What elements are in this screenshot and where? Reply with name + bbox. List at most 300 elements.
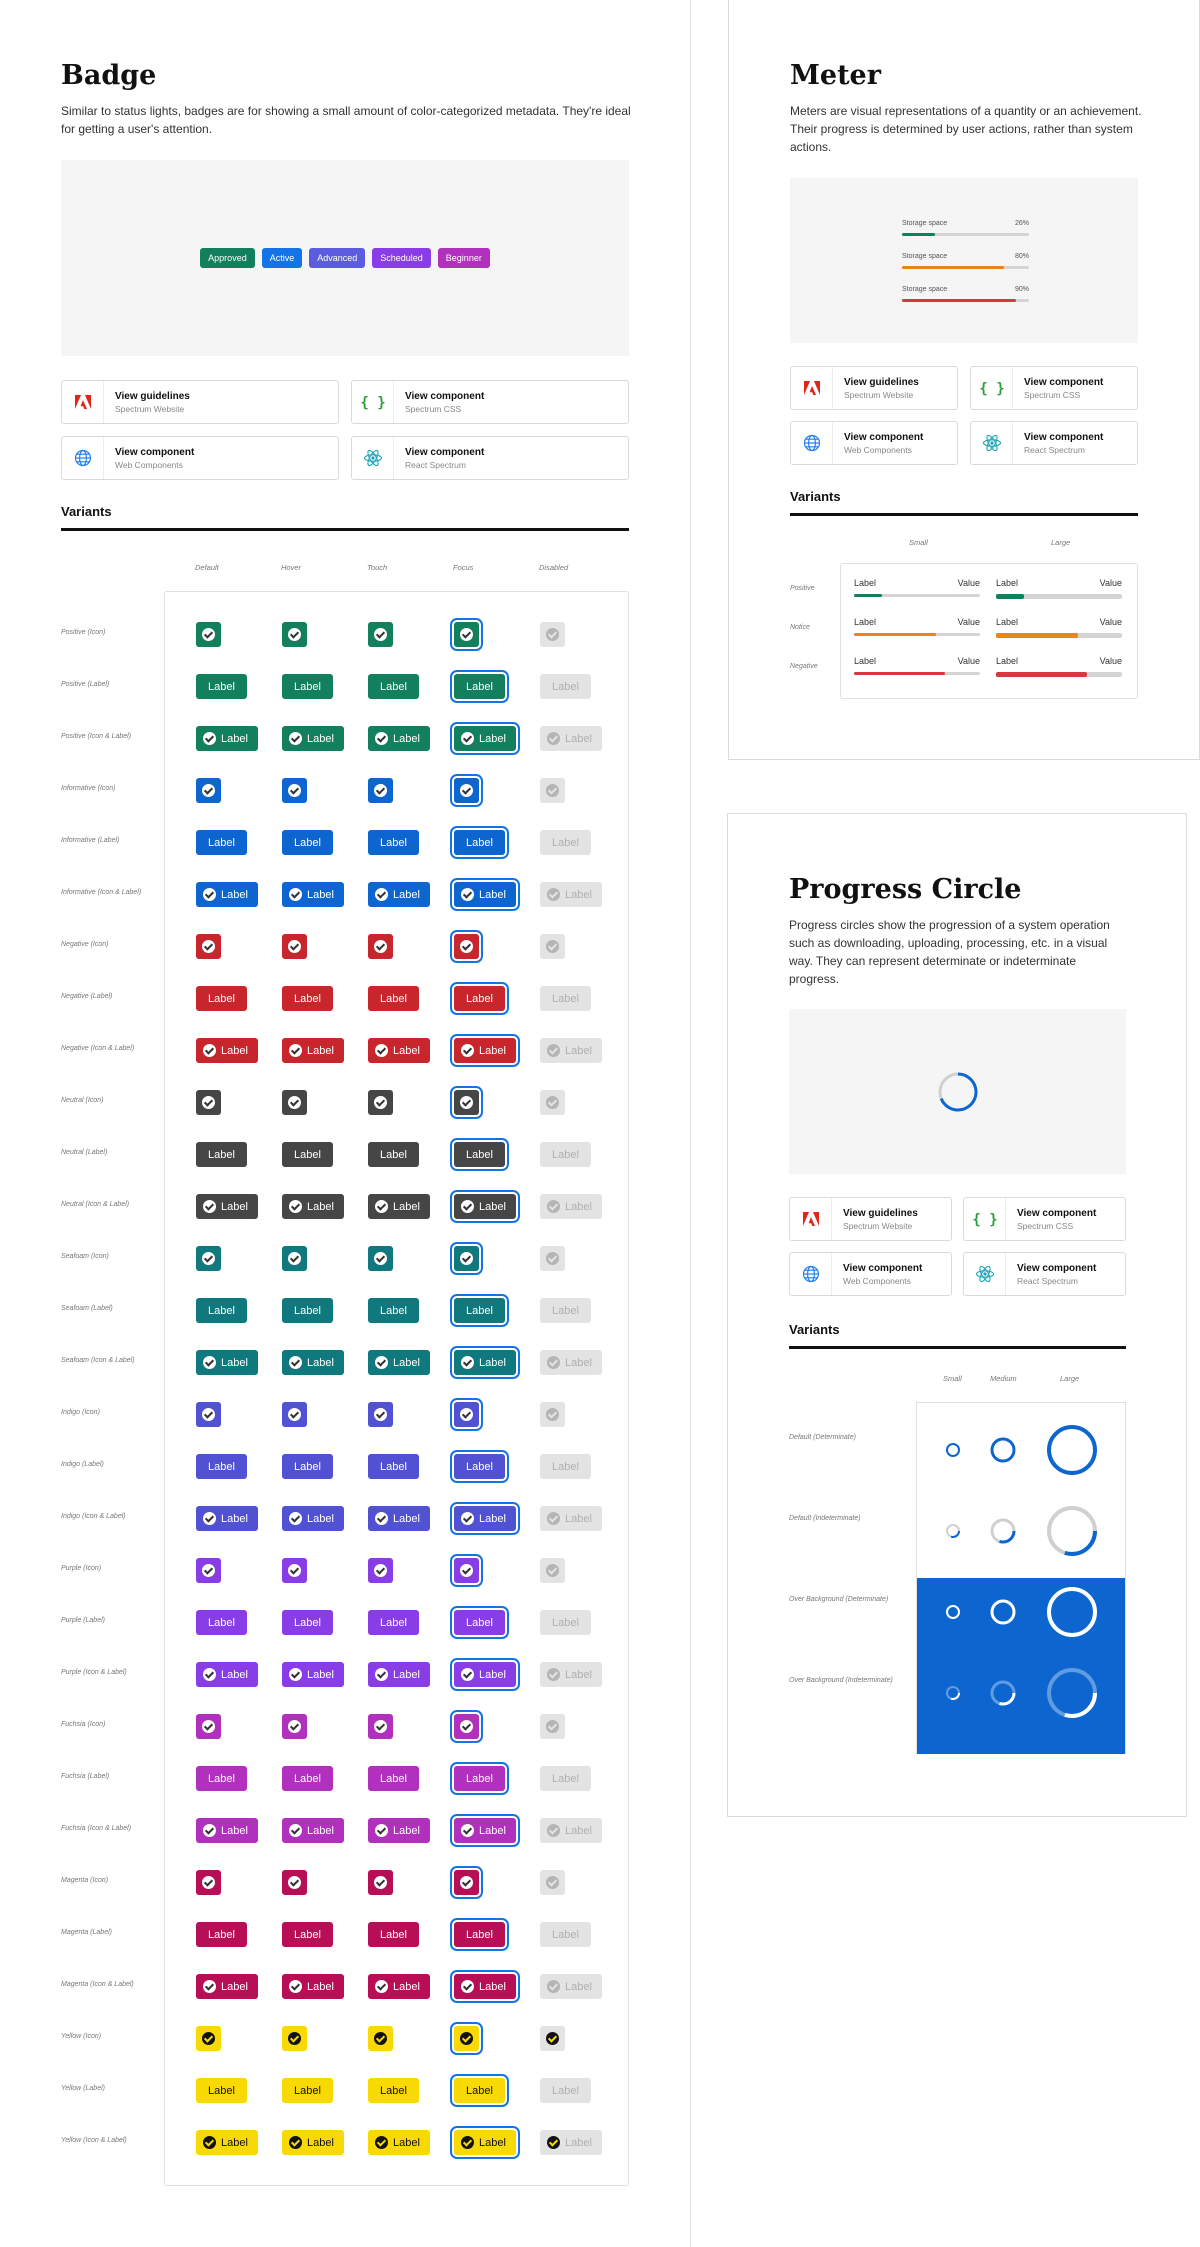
badge-purple-il-default <box>196 1662 258 1687</box>
badge-yellow-il-disabled <box>540 2130 602 2155</box>
link-card-text <box>1006 1207 1096 1232</box>
link-card-text <box>833 431 923 456</box>
checkmark-icon <box>374 1564 387 1577</box>
checkmark-icon <box>202 1252 215 1265</box>
link-card-spectrum-website[interactable] <box>61 380 339 424</box>
row-label: Positive (Label) <box>61 681 110 688</box>
badge-label: Label <box>208 1304 235 1317</box>
badge-label: Label <box>552 1460 579 1473</box>
link-card-title: View component <box>115 446 195 458</box>
checkmark-icon <box>288 2032 301 2045</box>
adobe-icon <box>791 367 833 409</box>
link-card-title: View guidelines <box>844 376 919 388</box>
progress-circle <box>988 1516 1018 1546</box>
badge-label: Label <box>208 1928 235 1941</box>
checkmark-icon <box>203 1200 216 1213</box>
row-label: Fuchsia (Icon & Label) <box>61 1825 132 1832</box>
react-icon <box>964 1253 1006 1295</box>
badge-magenta-label-default <box>196 1922 247 1947</box>
meter-value: Value <box>1099 617 1122 627</box>
link-card-title: View component <box>843 1262 923 1274</box>
badge-purple-label-touch <box>368 1610 419 1635</box>
badge-seafoam-label-touch <box>368 1298 419 1323</box>
checkmark-icon <box>461 1200 474 1213</box>
progress-circle-column-header: Small <box>943 1374 962 1383</box>
preview-meter <box>902 253 1029 271</box>
badge-label: Label <box>565 1980 592 1993</box>
badge-negative-icon-disabled <box>540 934 565 959</box>
badge-label: Label <box>479 1980 506 1993</box>
checkmark-icon <box>288 1564 301 1577</box>
link-card-subtitle: Spectrum Website <box>115 403 185 414</box>
checkmark-icon <box>375 1356 388 1369</box>
badge-label: Label <box>393 1512 420 1525</box>
meter-fill <box>854 633 936 636</box>
badge-purple-il-focus <box>454 1662 516 1687</box>
checkmark-icon <box>289 732 302 745</box>
badge-label: Label <box>466 1616 493 1629</box>
svg-text:{ }: { } <box>971 1212 998 1228</box>
badge-fuchsia-label-touch <box>368 1766 419 1791</box>
checkmark-icon <box>288 1408 301 1421</box>
badge-label: Label <box>294 1616 321 1629</box>
adobe-icon <box>790 1198 832 1240</box>
link-card-text <box>832 1262 922 1287</box>
row-label: Neutral (Icon) <box>61 1097 104 1104</box>
badge-label: Label <box>380 1616 407 1629</box>
badge-label: Label <box>393 1044 420 1057</box>
link-card-react-spectrum[interactable] <box>351 436 629 480</box>
row-label: Seafoam (Icon) <box>61 1253 109 1260</box>
badge-label: Label <box>208 1148 235 1161</box>
badge-neutral-label-touch <box>368 1142 419 1167</box>
checkmark-icon <box>460 1564 473 1577</box>
badge-seafoam-il-touch <box>368 1350 430 1375</box>
badge-yellow-label-hover <box>282 2078 333 2103</box>
checkmark-icon <box>546 1876 559 1889</box>
meter-track <box>902 233 1029 236</box>
badge-label: Label <box>565 1200 592 1213</box>
progress-circle <box>944 1441 962 1459</box>
meter-track <box>902 266 1029 269</box>
row-label: Positive (Icon) <box>61 629 106 636</box>
badge-label: Label <box>307 732 334 745</box>
meter-track <box>854 672 980 675</box>
checkmark-icon <box>374 628 387 641</box>
link-card-web-components[interactable] <box>789 1252 952 1296</box>
badge-informative-label-hover <box>282 830 333 855</box>
badge-negative-il-focus <box>454 1038 516 1063</box>
badge-label: Label <box>307 888 334 901</box>
column-header-default: Default <box>195 563 219 572</box>
checkmark-icon <box>460 1096 473 1109</box>
checkmark-icon <box>374 1252 387 1265</box>
preview-badge-approved: Approved <box>200 248 255 268</box>
checkmark-icon <box>460 1408 473 1421</box>
link-card-spectrum-css[interactable] <box>963 1197 1126 1241</box>
badge-informative-label-touch <box>368 830 419 855</box>
checkmark-icon <box>460 784 473 797</box>
badge-negative-icon-touch <box>368 934 393 959</box>
badge-negative-icon-default <box>196 934 221 959</box>
checkmark-icon <box>288 1876 301 1889</box>
meter-fill <box>902 266 1004 269</box>
link-card-spectrum-css[interactable] <box>970 366 1138 410</box>
link-card-web-components[interactable] <box>790 421 958 465</box>
badge-negative-il-disabled <box>540 1038 602 1063</box>
preview-badge-advanced: Advanced <box>309 248 365 268</box>
badge-label: Label <box>393 1668 420 1681</box>
checkmark-icon <box>374 784 387 797</box>
meter-label: Storage space <box>902 220 948 227</box>
column-header-touch: Touch <box>367 563 388 572</box>
meter-fill <box>996 672 1087 677</box>
badge-label: Label <box>294 836 321 849</box>
link-card-title: View guidelines <box>843 1207 918 1219</box>
badge-variants-heading: Variants <box>61 504 112 519</box>
meter-fill <box>996 633 1078 638</box>
meter-label: Label <box>854 656 877 666</box>
badge-label: Label <box>479 2136 506 2149</box>
badge-label: Label <box>565 1044 592 1057</box>
checkmark-icon <box>288 628 301 641</box>
badge-informative-icon-hover <box>282 778 307 803</box>
badge-label: Label <box>466 1928 493 1941</box>
checkmark-icon <box>375 1980 388 1993</box>
checkmark-icon <box>546 1408 559 1421</box>
badge-neutral-label-disabled <box>540 1142 591 1167</box>
link-card-spectrum-website[interactable] <box>789 1197 952 1241</box>
badge-positive-label-default <box>196 674 247 699</box>
row-label: Negative (Label) <box>61 993 113 1000</box>
badge-indigo-icon-disabled <box>540 1402 565 1427</box>
checkmark-icon <box>375 888 388 901</box>
meter-track <box>996 672 1122 677</box>
badge-indigo-label-default <box>196 1454 247 1479</box>
badge-magenta-icon-focus <box>454 1870 479 1895</box>
progress-circle-row-label: Over Background (Indeterminate) <box>789 1677 893 1684</box>
badge-purple-label-disabled <box>540 1610 591 1635</box>
badge-informative-label-focus <box>454 830 505 855</box>
checkmark-icon <box>461 2136 474 2149</box>
badge-title: Badge <box>61 60 157 91</box>
badge-negative-il-default <box>196 1038 258 1063</box>
badge-positive-il-focus <box>454 726 516 751</box>
link-card-web-components[interactable] <box>61 436 339 480</box>
row-label: Magenta (Icon) <box>61 1877 109 1884</box>
meter-fill <box>902 299 1016 302</box>
link-card-react-spectrum[interactable] <box>963 1252 1126 1296</box>
meter-label: Label <box>854 617 877 627</box>
checkmark-icon <box>288 940 301 953</box>
progress-circle <box>1044 1422 1100 1478</box>
preview-badge-scheduled: Scheduled <box>372 248 431 268</box>
link-card-title: View component <box>1024 376 1104 388</box>
badge-label: Label <box>466 1460 493 1473</box>
badge-label: Label <box>208 836 235 849</box>
link-card-title: View component <box>405 390 485 402</box>
link-card-subtitle: Web Components <box>844 444 912 455</box>
row-label: Purple (Icon & Label) <box>61 1669 127 1676</box>
checkmark-icon <box>375 1824 388 1837</box>
badge-magenta-il-default <box>196 1974 258 1999</box>
link-card-text <box>394 390 484 415</box>
badge-neutral-il-hover <box>282 1194 344 1219</box>
checkmark-icon <box>203 1512 216 1525</box>
badge-label: Label <box>294 1772 321 1785</box>
badge-positive-icon-touch <box>368 622 393 647</box>
row-label: Yellow (Icon) <box>61 2033 102 2040</box>
badge-neutral-label-hover <box>282 1142 333 1167</box>
checkmark-icon <box>461 1668 474 1681</box>
checkmark-icon <box>546 784 559 797</box>
badge-label: Label <box>552 1616 579 1629</box>
badge-indigo-label-focus <box>454 1454 505 1479</box>
badge-fuchsia-label-focus <box>454 1766 505 1791</box>
badge-label: Label <box>380 2084 407 2097</box>
badge-indigo-il-hover <box>282 1506 344 1531</box>
badge-indigo-il-disabled <box>540 1506 602 1531</box>
badge-indigo-label-hover <box>282 1454 333 1479</box>
meter-small <box>854 578 980 600</box>
badge-indigo-label-touch <box>368 1454 419 1479</box>
badge-label: Label <box>552 1928 579 1941</box>
meter-small <box>854 617 980 639</box>
row-label: Indigo (Icon) <box>61 1409 100 1416</box>
row-label: Informative (Icon) <box>61 785 116 792</box>
link-card-text <box>104 446 194 471</box>
badge-label: Label <box>466 680 493 693</box>
checkmark-icon <box>546 1564 559 1577</box>
badge-neutral-label-focus <box>454 1142 505 1167</box>
badge-label: Label <box>294 1460 321 1473</box>
meter-panel <box>728 0 1200 760</box>
badge-label: Label <box>466 992 493 1005</box>
badge-purple-icon-disabled <box>540 1558 565 1583</box>
badge-label: Label <box>479 1512 506 1525</box>
braces-icon <box>964 1198 1006 1240</box>
badge-label: Label <box>221 1200 248 1213</box>
meter-value: Value <box>957 617 980 627</box>
badge-label: Label <box>294 1928 321 1941</box>
link-card-text <box>394 446 484 471</box>
badge-indigo-icon-default <box>196 1402 221 1427</box>
badge-positive-il-touch <box>368 726 430 751</box>
row-label: Seafoam (Label) <box>61 1305 113 1312</box>
adobe-icon <box>62 381 104 423</box>
badge-seafoam-icon-hover <box>282 1246 307 1271</box>
checkmark-icon <box>374 940 387 953</box>
link-card-react-spectrum[interactable] <box>970 421 1138 465</box>
meter-label: Storage space <box>902 286 948 293</box>
badge-label: Label <box>307 1668 334 1681</box>
svg-text:{ }: { } <box>978 381 1005 397</box>
meter-fill <box>854 594 882 597</box>
checkmark-icon <box>546 1252 559 1265</box>
checkmark-icon <box>460 940 473 953</box>
progress-circle-variants-grid <box>916 1402 1126 1754</box>
meter-row-label: Notice <box>790 624 810 631</box>
progress-circle <box>944 1603 962 1621</box>
progress-circle-spinner <box>936 1070 980 1114</box>
badge-label: Label <box>380 836 407 849</box>
badge-seafoam-label-disabled <box>540 1298 591 1323</box>
badge-yellow-icon-focus <box>454 2026 479 2051</box>
checkmark-icon <box>374 1096 387 1109</box>
badge-yellow-il-focus <box>454 2130 516 2155</box>
badge-label: Label <box>565 732 592 745</box>
badge-fuchsia-il-hover <box>282 1818 344 1843</box>
row-label: Neutral (Icon & Label) <box>61 1201 130 1208</box>
badge-label: Label <box>466 1772 493 1785</box>
link-card-subtitle: Spectrum Website <box>843 1220 913 1231</box>
row-label: Purple (Label) <box>61 1617 105 1624</box>
badge-negative-il-hover <box>282 1038 344 1063</box>
row-label: Fuchsia (Icon) <box>61 1721 106 1728</box>
link-card-spectrum-css[interactable] <box>351 380 629 424</box>
link-card-text <box>1006 1262 1096 1287</box>
badge-seafoam-label-default <box>196 1298 247 1323</box>
badge-label: Label <box>380 1304 407 1317</box>
badge-variants-rule <box>61 528 629 531</box>
meter-description: Meters are visual representations of a quantity or an achievement. Their progress is determined by user actions, rather than system actions. <box>790 104 1142 154</box>
meter-fill <box>854 672 945 675</box>
badge-seafoam-label-focus <box>454 1298 505 1323</box>
badge-positive-icon-disabled <box>540 622 565 647</box>
badge-yellow-label-focus <box>454 2078 505 2103</box>
badge-indigo-label-disabled <box>540 1454 591 1479</box>
meter-label: Label <box>854 578 877 588</box>
badge-label: Label <box>565 1824 592 1837</box>
row-label: Indigo (Label) <box>61 1461 104 1468</box>
badge-label: Label <box>307 1980 334 1993</box>
badge-informative-icon-disabled <box>540 778 565 803</box>
badge-label: Label <box>565 1356 592 1369</box>
meter-value: 80% <box>1014 253 1029 260</box>
react-icon <box>352 437 394 479</box>
badge-purple-il-hover <box>282 1662 344 1687</box>
badge-seafoam-il-hover <box>282 1350 344 1375</box>
badge-neutral-icon-default <box>196 1090 221 1115</box>
progress-circle <box>988 1597 1018 1627</box>
badge-magenta-icon-hover <box>282 1870 307 1895</box>
badge-preview <box>61 160 629 356</box>
checkmark-icon <box>375 1044 388 1057</box>
meter-track <box>902 299 1029 302</box>
badge-informative-icon-touch <box>368 778 393 803</box>
checkmark-icon <box>461 1980 474 1993</box>
meter-fill <box>996 594 1024 599</box>
checkmark-icon <box>288 1720 301 1733</box>
badge-magenta-label-disabled <box>540 1922 591 1947</box>
badge-label: Label <box>221 1356 248 1369</box>
badge-label: Label <box>466 1304 493 1317</box>
badge-magenta-label-focus <box>454 1922 505 1947</box>
badge-indigo-icon-hover <box>282 1402 307 1427</box>
badge-label: Label <box>552 836 579 849</box>
badge-label: Label <box>552 992 579 1005</box>
badge-neutral-il-default <box>196 1194 258 1219</box>
badge-label: Label <box>393 2136 420 2149</box>
badge-purple-label-hover <box>282 1610 333 1635</box>
checkmark-icon <box>547 2136 560 2149</box>
badge-label: Label <box>307 1824 334 1837</box>
link-card-title: View guidelines <box>115 390 190 402</box>
meter-title: Meter <box>790 60 881 91</box>
badge-yellow-icon-touch <box>368 2026 393 2051</box>
meter-label: Label <box>996 617 1019 627</box>
checkmark-icon <box>375 1512 388 1525</box>
meter-variants-heading: Variants <box>790 489 841 504</box>
badge-purple-icon-hover <box>282 1558 307 1583</box>
badge-label: Label <box>307 1512 334 1525</box>
checkmark-icon <box>375 732 388 745</box>
checkmark-icon <box>547 1824 560 1837</box>
checkmark-icon <box>202 1876 215 1889</box>
badge-seafoam-il-default <box>196 1350 258 1375</box>
checkmark-icon <box>546 1096 559 1109</box>
badge-neutral-il-focus <box>454 1194 516 1219</box>
meter-value: 26% <box>1014 220 1029 227</box>
badge-yellow-icon-default <box>196 2026 221 2051</box>
badge-label: Label <box>393 1824 420 1837</box>
link-card-text <box>832 1207 918 1232</box>
checkmark-icon <box>289 1200 302 1213</box>
progress-circle <box>944 1684 962 1702</box>
checkmark-icon <box>203 1980 216 1993</box>
badge-label: Label <box>380 1772 407 1785</box>
checkmark-icon <box>461 1512 474 1525</box>
badge-fuchsia-icon-default <box>196 1714 221 1739</box>
checkmark-icon <box>460 1252 473 1265</box>
progress-circle-row-label: Default (Determinate) <box>789 1434 856 1441</box>
badge-neutral-il-disabled <box>540 1194 602 1219</box>
link-card-spectrum-website[interactable] <box>790 366 958 410</box>
badge-informative-icon-default <box>196 778 221 803</box>
meter-variants-rule <box>790 513 1138 516</box>
badge-label: Label <box>380 1460 407 1473</box>
checkmark-icon <box>202 1720 215 1733</box>
badge-magenta-icon-default <box>196 1870 221 1895</box>
checkmark-icon <box>461 888 474 901</box>
progress-circle <box>944 1522 962 1540</box>
checkmark-icon <box>202 784 215 797</box>
globe-icon <box>791 422 833 464</box>
checkmark-icon <box>460 1720 473 1733</box>
badge-label: Label <box>479 1200 506 1213</box>
badge-label: Label <box>552 2084 579 2097</box>
checkmark-icon <box>203 1668 216 1681</box>
badge-label: Label <box>479 1044 506 1057</box>
badge-fuchsia-label-hover <box>282 1766 333 1791</box>
meter-value: 90% <box>1014 286 1029 293</box>
badge-yellow-label-default <box>196 2078 247 2103</box>
link-card-subtitle: React Spectrum <box>1017 1275 1078 1286</box>
badge-fuchsia-icon-hover <box>282 1714 307 1739</box>
badge-label: Label <box>307 1356 334 1369</box>
meter-large <box>996 617 1122 639</box>
link-card-text <box>1013 431 1103 456</box>
column-header-disabled: Disabled <box>539 563 569 572</box>
checkmark-icon <box>289 888 302 901</box>
badge-magenta-il-touch <box>368 1974 430 1999</box>
badge-label: Label <box>466 1148 493 1161</box>
checkmark-icon <box>460 2032 473 2045</box>
progress-circle <box>1044 1503 1100 1559</box>
checkmark-icon <box>375 2136 388 2149</box>
globe-icon <box>790 1253 832 1295</box>
link-card-title: View component <box>1024 431 1104 443</box>
